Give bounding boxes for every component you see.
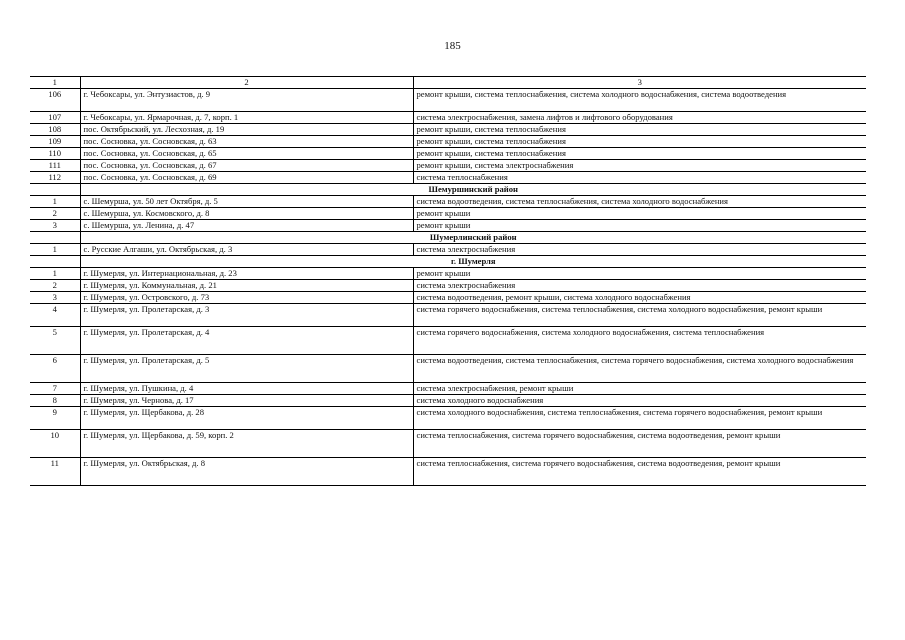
row-works: система горячего водоснабжения, система холодного водоснабжения, система теплоснабжения — [413, 327, 866, 355]
row-number: 2 — [30, 280, 80, 292]
row-address: пос. Сосновка, ул. Сосновская, д. 67 — [80, 160, 413, 172]
section-header-row — [30, 256, 866, 268]
row-address: г. Шумерля, ул. Щербакова, д. 59, корп. 2 — [80, 430, 413, 458]
row-address: г. Шумерля, ул. Пролетарская, д. 5 — [80, 355, 413, 383]
row-works: ремонт крыши — [413, 208, 866, 220]
row-address: г. Шумерля, ул. Октябрьская, д. 8 — [80, 458, 413, 486]
row-address: г. Чебоксары, ул. Ярмарочная, д. 7, корп. 1 — [80, 112, 413, 124]
row-number: 109 — [30, 136, 80, 148]
row-works: система электроснабжения, ремонт крыши — [413, 383, 866, 395]
row-address: г. Шумерля, ул. Пролетарская, д. 4 — [80, 327, 413, 355]
row-number: 106 — [30, 89, 80, 112]
table-row — [30, 136, 866, 148]
table-row — [30, 280, 866, 292]
row-works: ремонт крыши — [413, 268, 866, 280]
row-number: 112 — [30, 172, 80, 184]
row-number: 1 — [30, 268, 80, 280]
column-number-3: 3 — [413, 77, 866, 89]
table-row — [30, 112, 866, 124]
table-row — [30, 196, 866, 208]
row-address: г. Шумерля, ул. Коммунальная, д. 21 — [80, 280, 413, 292]
table-row — [30, 407, 866, 430]
table-row — [30, 327, 866, 355]
table-row — [30, 395, 866, 407]
section-spacer-cell — [30, 184, 80, 196]
table-row — [30, 89, 866, 112]
table-row — [30, 160, 866, 172]
table-row — [30, 458, 866, 486]
row-number: 111 — [30, 160, 80, 172]
row-number: 107 — [30, 112, 80, 124]
row-address: пос. Сосновка, ул. Сосновская, д. 63 — [80, 136, 413, 148]
row-number: 1 — [30, 244, 80, 256]
table-row — [30, 172, 866, 184]
row-number: 108 — [30, 124, 80, 136]
row-works: система водоотведения, система теплоснабжения, система горячего водоснабжения, система холодного водоснабжения — [413, 355, 866, 383]
row-address: с. Русские Алгаши, ул. Октябрьская, д. 3 — [80, 244, 413, 256]
section-title: Шумерлинский район — [80, 232, 866, 244]
row-address: пос. Сосновка, ул. Сосновская, д. 65 — [80, 148, 413, 160]
table-row — [30, 355, 866, 383]
row-number: 11 — [30, 458, 80, 486]
table-row — [30, 208, 866, 220]
row-works: ремонт крыши — [413, 220, 866, 232]
row-number: 6 — [30, 355, 80, 383]
row-works: система теплоснабжения, система горячего водоснабжения, система водоотведения, ремонт крыши — [413, 458, 866, 486]
row-works: система электроснабжения — [413, 280, 866, 292]
column-number-1: 1 — [30, 77, 80, 89]
row-works: ремонт крыши, система теплоснабжения — [413, 136, 866, 148]
section-title: Шемуршинский район — [80, 184, 866, 196]
row-address: пос. Сосновка, ул. Сосновская, д. 69 — [80, 172, 413, 184]
row-number: 5 — [30, 327, 80, 355]
row-works: система электроснабжения — [413, 244, 866, 256]
column-number-row — [30, 77, 866, 89]
table-row — [30, 244, 866, 256]
row-number: 3 — [30, 220, 80, 232]
row-works: система теплоснабжения — [413, 172, 866, 184]
row-number: 10 — [30, 430, 80, 458]
row-works: система холодного водоснабжения, система теплоснабжения, система горячего водоснабжения, ремонт крыши — [413, 407, 866, 430]
row-works: система электроснабжения, замена лифтов и лифтового оборудования — [413, 112, 866, 124]
row-number: 7 — [30, 383, 80, 395]
row-number: 4 — [30, 304, 80, 327]
row-address: г. Чебоксары, ул. Энтузиастов, д. 9 — [80, 89, 413, 112]
row-works: ремонт крыши, система теплоснабжения — [413, 124, 866, 136]
row-address: с. Шемурша, ул. 50 лет Октября, д. 5 — [80, 196, 413, 208]
page-number: 185 — [444, 40, 461, 52]
table-row — [30, 430, 866, 458]
row-works: система холодного водоснабжения — [413, 395, 866, 407]
row-works: система теплоснабжения, система горячего водоснабжения, система водоотведения, ремонт крыши — [413, 430, 866, 458]
row-works: система горячего водоснабжения, система теплоснабжения, система холодного водоснабжения, ремонт крыши — [413, 304, 866, 327]
row-works: ремонт крыши, система теплоснабжения — [413, 148, 866, 160]
section-spacer-cell — [30, 256, 80, 268]
table-row — [30, 220, 866, 232]
table-row — [30, 304, 866, 327]
section-title: г. Шумерля — [80, 256, 866, 268]
row-address: г. Шумерля, ул. Чернова, д. 17 — [80, 395, 413, 407]
row-number: 110 — [30, 148, 80, 160]
table-row — [30, 292, 866, 304]
row-address: г. Шумерля, ул. Пролетарская, д. 3 — [80, 304, 413, 327]
row-number: 2 — [30, 208, 80, 220]
section-spacer-cell — [30, 232, 80, 244]
section-header-row — [30, 184, 866, 196]
row-number: 9 — [30, 407, 80, 430]
row-address: г. Шумерля, ул. Интернациональная, д. 23 — [80, 268, 413, 280]
row-works: ремонт крыши, система теплоснабжения, система холодного водоснабжения, система водоотведения — [413, 89, 866, 112]
table-row — [30, 268, 866, 280]
buildings-table — [30, 76, 866, 486]
column-number-2: 2 — [80, 77, 413, 89]
row-address: г. Шумерля, ул. Пушкина, д. 4 — [80, 383, 413, 395]
row-address: с. Шемурша, ул. Ленина, д. 47 — [80, 220, 413, 232]
row-address: г. Шумерля, ул. Островского, д. 73 — [80, 292, 413, 304]
table-row — [30, 383, 866, 395]
row-number: 1 — [30, 196, 80, 208]
row-address: с. Шемурша, ул. Космовского, д. 8 — [80, 208, 413, 220]
row-works: система водоотведения, система теплоснабжения, система холодного водоснабжения — [413, 196, 866, 208]
table-row — [30, 148, 866, 160]
row-address: г. Шумерля, ул. Щербакова, д. 28 — [80, 407, 413, 430]
section-header-row — [30, 232, 866, 244]
row-works: ремонт крыши, система электроснабжения — [413, 160, 866, 172]
row-number: 8 — [30, 395, 80, 407]
table-body — [30, 77, 866, 486]
row-address: пос. Октябрьский, ул. Лесхозная, д. 19 — [80, 124, 413, 136]
row-number: 3 — [30, 292, 80, 304]
row-works: система водоотведения, ремонт крыши, система холодного водоснабжения — [413, 292, 866, 304]
table-row — [30, 124, 866, 136]
